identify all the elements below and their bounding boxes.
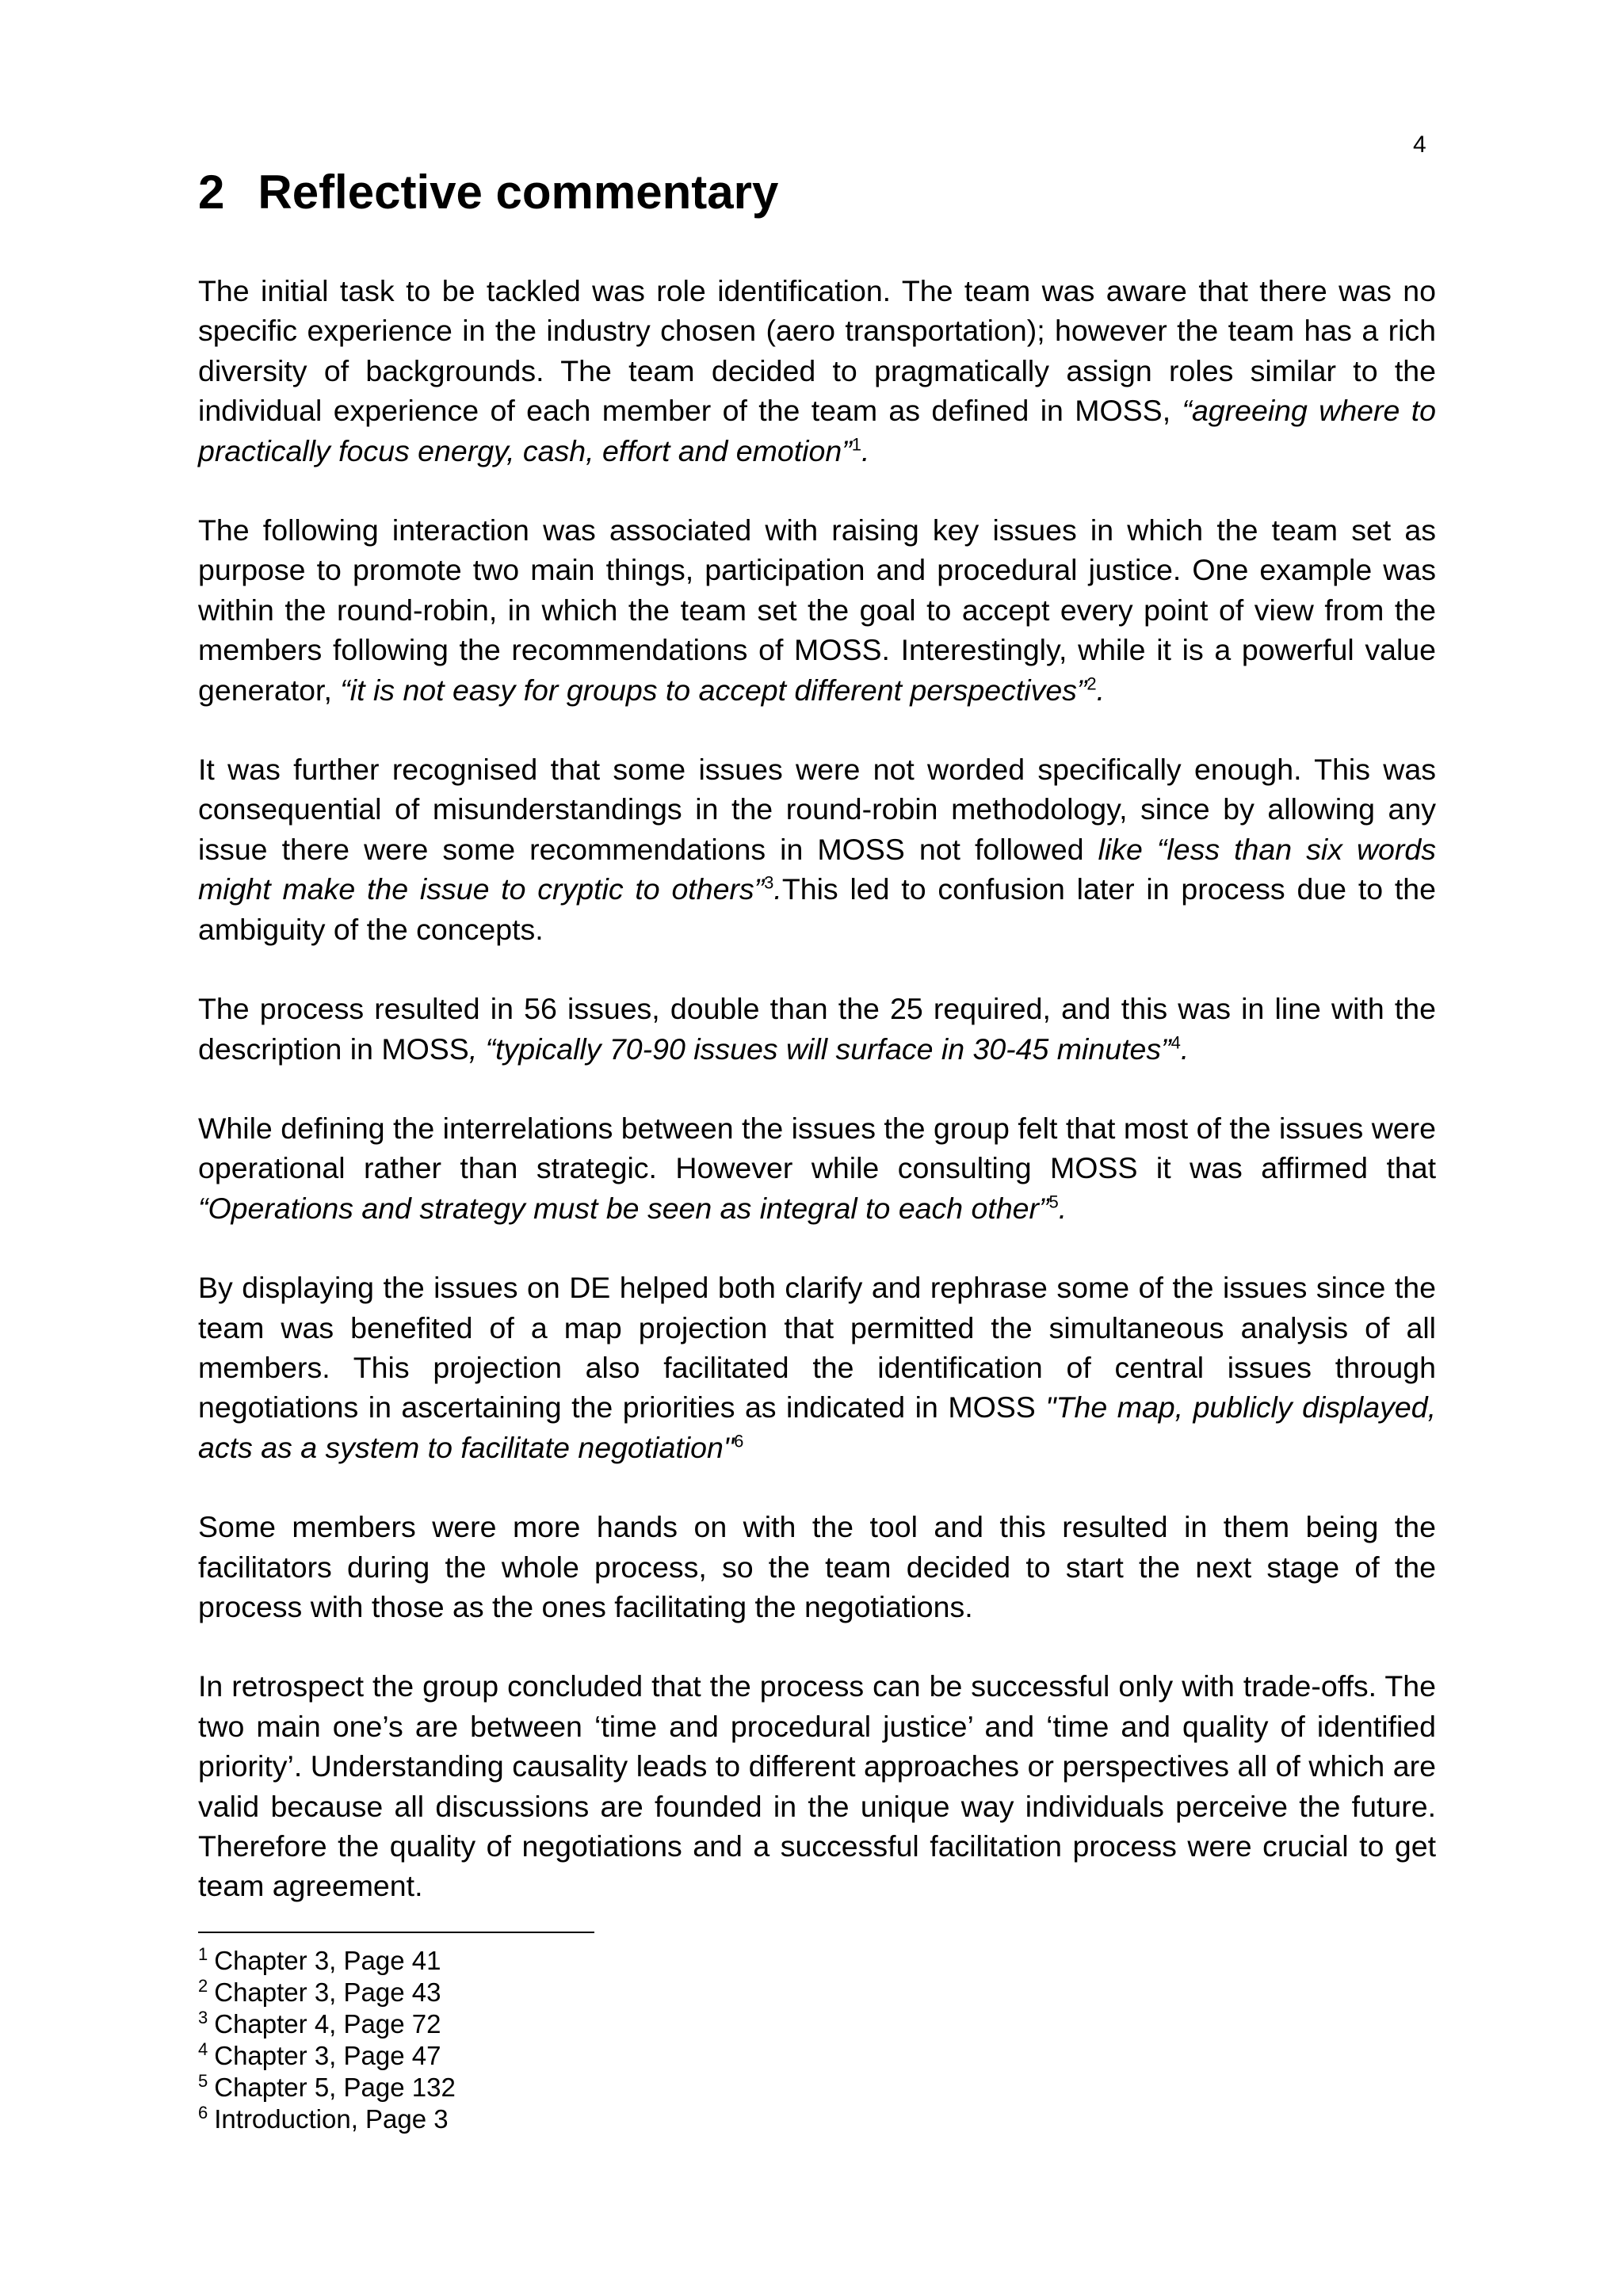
quote-text: . xyxy=(1096,673,1106,707)
quote-text: "The map, publicly displayed, acts as a system to facilitate negotiation" xyxy=(198,1390,1436,1464)
text-run: By displaying the issues on DE helped both clarify and rephrase some of the issues since the team was benefited of a map projection that permitted the simultaneous analysis of all members. This projection also facilitated the identification of central issues through negotiations in ascertaining the priorities as indicated in MOSS xyxy=(198,1271,1436,1425)
footnote-ref: 3 xyxy=(764,872,774,893)
quote-text: “it is not easy for groups to accept different perspectives” xyxy=(340,673,1087,707)
quote-text: . xyxy=(773,872,782,906)
text-run: The following interaction was associated with raising key issues in which the team set as purpose to promote two main things, participation and procedural justice. One example was within the round-robin, in which the team set the goal to accept every point of view from the members following the recommendations of MOSS. Interestingly, while it is a powerful value generator, xyxy=(198,513,1436,707)
section-title: Reflective commentary xyxy=(258,166,779,219)
paragraph xyxy=(198,1268,1436,1467)
text-run: The initial task to be tackled was role identification. The team was aware that there was no specific experience in the industry chosen (aero transportation); however the team has a rich diversity of backgrounds. The team decided to pragmatically assign roles similar to the individual experience of each member of the team as defined in MOSS, xyxy=(198,274,1436,428)
quote-text: . xyxy=(1058,1191,1067,1225)
footnote-text: Chapter 3, Page 41 xyxy=(214,1946,441,1975)
quote-text: “agreeing where to practically focus energy, cash, effort and emotion” xyxy=(198,394,1436,467)
quote-text: , “typically 70-90 issues will surface in 30-45 minutes” xyxy=(468,1032,1171,1066)
text-run: While defining the interrelations between the issues the group felt that most of the issues were operational rather than strategic. However while consulting MOSS it was affirmed that xyxy=(198,1111,1436,1185)
quote-text: . xyxy=(861,433,870,467)
footnote xyxy=(198,2008,832,2040)
footnote xyxy=(198,2040,832,2072)
body-text xyxy=(198,271,1436,1906)
footnote-number: 3 xyxy=(198,2008,208,2027)
footnote xyxy=(198,2072,832,2103)
text-run: In retrospect the group concluded that the process can be successful only with trade-offs. The two main one’s are between ‘time and procedural justice’ and ‘time and quality of identified priority’. Understanding causality leads to different approaches or perspectives all of which are valid because all discussions are founded in the unique way individuals perceive the future. Therefore the quality of negotiations and a successful facilitation process were crucial to get team agreement. xyxy=(198,1669,1436,1903)
footnote xyxy=(198,1945,832,1977)
footnote-ref: 2 xyxy=(1086,673,1097,694)
paragraph xyxy=(198,1108,1436,1228)
paragraph xyxy=(198,510,1436,710)
footnote-number: 1 xyxy=(198,1944,208,1964)
footnote-text: Chapter 4, Page 72 xyxy=(214,2009,441,2039)
footnote-number: 4 xyxy=(198,2039,208,2059)
section-heading xyxy=(198,164,778,221)
quote-text: . xyxy=(1180,1032,1190,1066)
footnotes xyxy=(198,1945,832,2135)
paragraph xyxy=(198,1507,1436,1627)
footnote-separator xyxy=(198,1932,594,1933)
text-run: This led to confusion later in process due to the ambiguity of the concepts. xyxy=(198,872,1437,946)
paragraph xyxy=(198,271,1436,471)
footnote-ref: 1 xyxy=(851,434,861,455)
footnote-number: 5 xyxy=(198,2071,208,2091)
footnote xyxy=(198,1977,832,2008)
quote-text: “Operations and strategy must be seen as integral to each other” xyxy=(198,1191,1049,1225)
footnote-text: Chapter 3, Page 43 xyxy=(214,1978,441,2007)
footnote-number: 6 xyxy=(198,2103,208,2122)
section-number: 2 xyxy=(198,166,225,219)
footnote-ref: 5 xyxy=(1048,1192,1059,1212)
text-run: It was further recognised that some issues were not worded specifically enough. This was consequential of misunderstandings in the round-robin methodology, since by allowing any issue there were some recommendations in MOSS not followed xyxy=(198,753,1436,866)
page-number: 4 xyxy=(1413,132,1426,158)
footnote-number: 2 xyxy=(198,1976,208,1996)
footnote-ref: 4 xyxy=(1170,1032,1181,1052)
footnote-text: Introduction, Page 3 xyxy=(214,2104,449,2134)
footnote-text: Chapter 5, Page 132 xyxy=(214,2073,456,2102)
paragraph xyxy=(198,749,1436,949)
quote-text: like “less than six words might make the issue to cryptic to others” xyxy=(198,832,1436,906)
paragraph xyxy=(198,1666,1436,1905)
footnote-text: Chapter 3, Page 47 xyxy=(214,2041,441,2070)
text-run: The process resulted in 56 issues, double than the 25 required, and this was in line with the description in MOSS xyxy=(198,992,1436,1066)
footnote xyxy=(198,2103,832,2135)
footnote-ref: 6 xyxy=(734,1431,744,1451)
text-run: Some members were more hands on with the tool and this resulted in them being the facilitators during the whole process, so the team decided to start the next stage of the process with those as the ones facilitating the negotiations. xyxy=(198,1510,1436,1623)
paragraph xyxy=(198,989,1436,1069)
